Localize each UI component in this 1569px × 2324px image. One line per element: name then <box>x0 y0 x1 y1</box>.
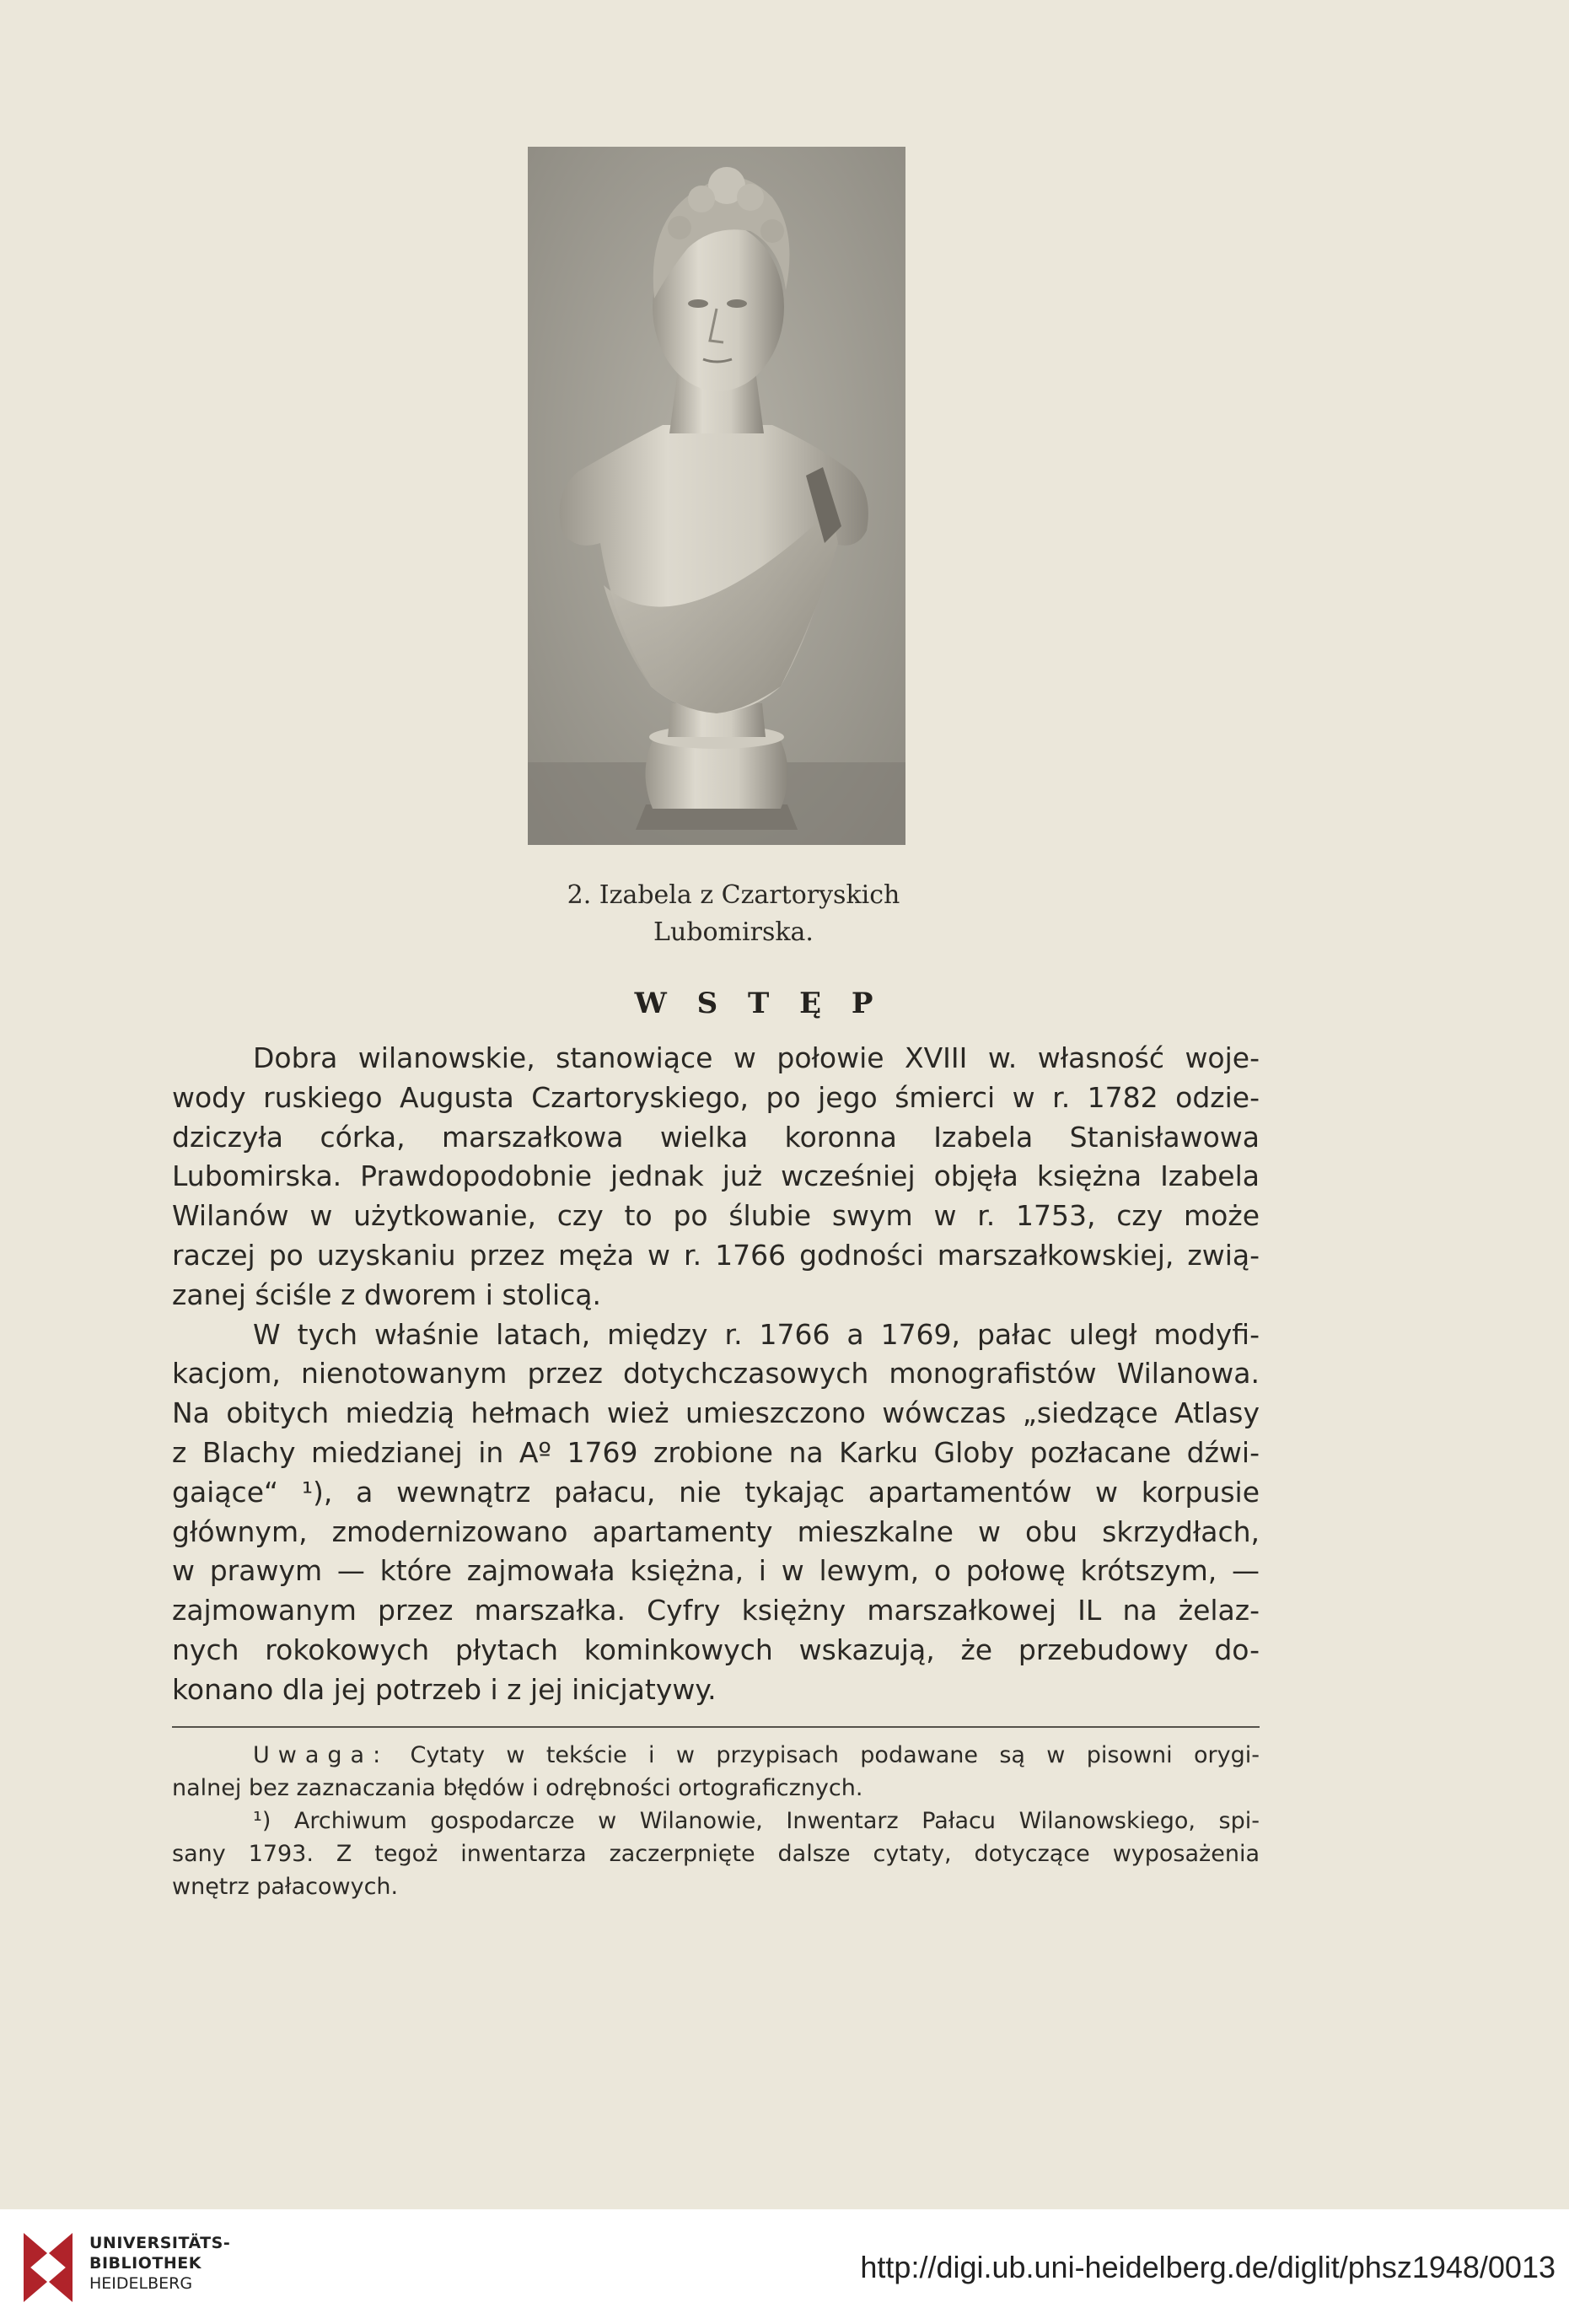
library-line-2: BIBLIOTHEK <box>89 2254 201 2273</box>
body-line: Wilanów w użytkowanie, czy to po ślubie swym w r. 1753, czy może <box>172 1199 1260 1233</box>
note-uwaga-label: Uwaga: <box>253 1742 390 1768</box>
footnote-divider <box>172 1726 1260 1728</box>
body-line: dziczyła córka, marszałkowa wielka koronna Izabela Stanisławowa <box>172 1120 1260 1154</box>
body-line: nych rokokowych płytach kominkowych wskazują, że przebudowy do- <box>172 1633 1260 1666</box>
body-line: w prawym — które zajmowała księżna, i w lewym, o połowę krótszym, — <box>172 1554 1260 1588</box>
note-uwaga <box>172 1739 1260 1772</box>
section-heading: W S T Ę P <box>634 987 884 1020</box>
body-line: Dobra wilanowskie, stanowiące w połowie XVIII w. własność woje- <box>253 1041 1260 1074</box>
caption-line-1: 2. Izabela z Czartoryskich <box>567 880 900 910</box>
library-logo-icon <box>19 2228 78 2305</box>
permalink-url[interactable]: http://digi.ub.uni-heidelberg.de/diglit/phsz1948/0013 <box>860 2250 1556 2284</box>
note-uwaga-line-2: nalnej bez zaznaczania błędów i odrębności ortograficznych. <box>172 1775 863 1801</box>
body-line: Lubomirska. Prawdopodobnie jednak już wcześniej objęła księżna Izabela <box>172 1159 1260 1193</box>
bust-photograph <box>528 147 905 845</box>
footnotes <box>172 1739 1260 1903</box>
library-line-1: UNIVERSITÄTS- <box>89 2234 231 2252</box>
body-line: zajmowanym przez marszałka. Cyfry księżny marszałkowej IL na żelaz- <box>172 1594 1260 1627</box>
footnote-1-line-3: wnętrz pałacowych. <box>172 1874 399 1900</box>
body-line: z Blachy miedzianej in Aº 1769 zrobione na Karku Globy pozłacane dźwi- <box>172 1435 1260 1469</box>
footnote-1-line-2: sany 1793. Z tegoż inwentarza zaczerpnięte dalsze cytaty, dotyczące wyposażenia <box>172 1841 1260 1867</box>
bust-illustration <box>528 147 905 845</box>
body-line: kacjom, nienotowanym przez dotychczasowych monografistów Wilanowa. <box>172 1357 1260 1391</box>
library-name <box>89 2233 230 2294</box>
footnote-1-line-1: ¹) Archiwum gospodarcze w Wilanowie, Inwentarz Pałacu Wilanowskiego, spi- <box>253 1808 1260 1834</box>
body-line: głównym, zmodernizowano apartamenty mieszkalne w obu skrzydłach, <box>172 1514 1260 1548</box>
body-line: W tych właśnie latach, między r. 1766 a 1769, pałac uległ modyfi- <box>253 1317 1260 1351</box>
digitization-footer <box>0 2209 1569 2324</box>
body-line: raczej po uzyskaniu przez męża w r. 1766 godności marszałkowskiej, zwią- <box>172 1238 1260 1272</box>
body-line: zanej ściśle z dworem i stolicą. <box>172 1278 601 1311</box>
body-line: gaiące“ ¹), a wewnątrz pałacu, nie tykając apartamentów w korpusie <box>172 1475 1260 1509</box>
body-text <box>172 1039 1260 1710</box>
note-uwaga-text: Cytaty w tekście i w przypisach podawane są w pisowni orygi- <box>410 1742 1260 1768</box>
library-line-3: HEIDELBERG <box>89 2274 193 2293</box>
body-line: konano dla jej potrzeb i z jej inicjatywy. <box>172 1672 717 1706</box>
caption-line-2: Lubomirska. <box>653 917 814 947</box>
body-line: wody ruskiego Augusta Czartoryskiego, po jego śmierci w r. 1782 odzie- <box>172 1080 1260 1114</box>
figure-caption <box>472 877 995 951</box>
body-line: Na obitych miedzią hełmach wież umieszczono wówczas „siedzące Atlasy <box>172 1396 1260 1430</box>
